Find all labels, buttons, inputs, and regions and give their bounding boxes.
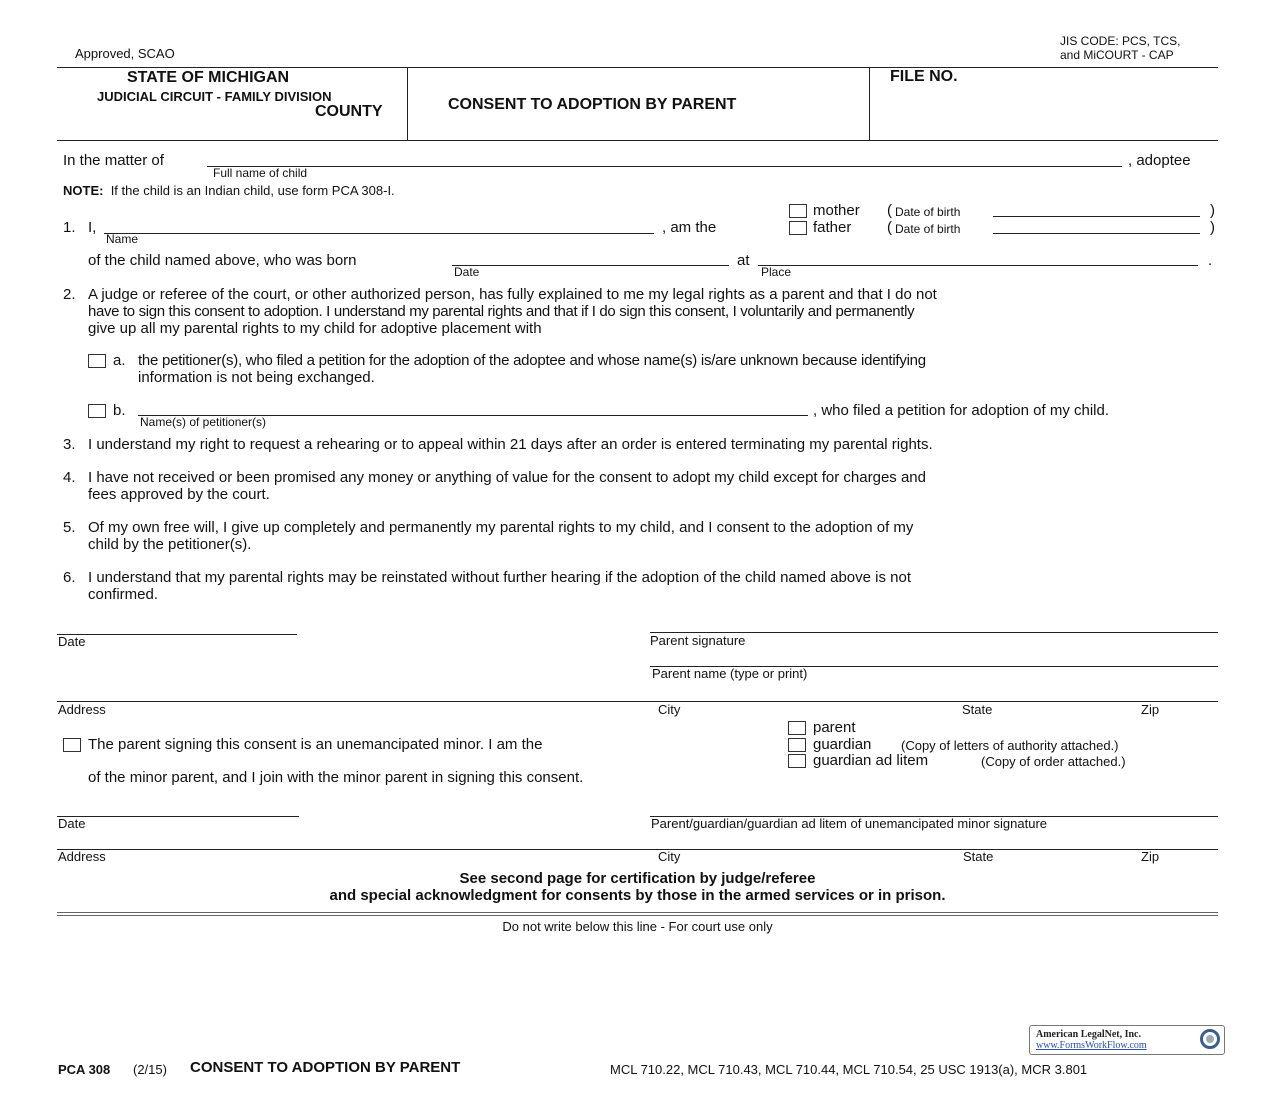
child-name-caption: Full name of child [213, 166, 308, 180]
form-date: (2/15) [133, 1062, 167, 1077]
at-label: at [737, 252, 750, 269]
form-title: CONSENT TO ADOPTION BY PARENT [448, 96, 737, 113]
mother-dob-field[interactable] [993, 216, 1200, 217]
mother-label: mother [813, 202, 860, 219]
mother-dob-close: ) [1210, 202, 1215, 219]
father-dob-label: Date of birth [895, 222, 961, 236]
petitioner-names-caption: Name(s) of petitioner(s) [140, 415, 267, 429]
birth-date-field[interactable] [452, 265, 729, 266]
address-label: Address [58, 702, 106, 717]
mother-dob-open: ( [887, 202, 892, 219]
file-number-label: FILE NO. [890, 68, 958, 85]
state-label: State [962, 702, 993, 717]
address-field[interactable] [57, 701, 1218, 702]
state-of-michigan: STATE OF MICHIGAN [127, 69, 290, 86]
option-a-text: the petitioner(s), who filed a petition for the adoption of the adoptee and whose name(s) is/are unknown because identifying information is not being exchanged. [138, 352, 926, 386]
adoptee-suffix: , adoptee [1128, 152, 1191, 169]
role-gal-note: (Copy of order attached.) [981, 754, 1126, 769]
item5-number: 5. [63, 519, 76, 536]
item4-number: 4. [63, 469, 76, 486]
am-the: , am the [662, 219, 717, 236]
jis-code: JIS CODE: PCS, TCS, and MiCOURT - CAP [1060, 34, 1181, 62]
role-gal-checkbox[interactable] [788, 754, 806, 768]
minor-address-field[interactable] [57, 849, 1218, 850]
parent-name-field[interactable] [104, 233, 654, 234]
role-parent-label: parent [813, 719, 856, 736]
father-checkbox[interactable] [789, 221, 807, 235]
zip-label: Zip [1141, 702, 1160, 717]
minor-zip-label: Zip [1141, 849, 1160, 864]
court-use-only: Do not write below this line - For court use only [502, 919, 773, 934]
minor-line2: of the minor parent, and I join with the minor parent in signing this consent. [88, 769, 584, 786]
item6-text: I understand that my parental rights may be reinstated without further hearing if the adoption of the child named above is not confirmed. [88, 569, 911, 603]
item3-text: I understand my right to request a rehearing or to appeal within 21 days after an order is entered terminating my parental rights. [88, 436, 933, 453]
parent-printed-name-label: Parent name (type or print) [652, 666, 808, 681]
item2-number: 2. [63, 286, 76, 303]
father-dob-field[interactable] [993, 233, 1200, 234]
header-top-rule [57, 67, 1218, 68]
father-label: father [813, 219, 852, 236]
minor-date-label: Date [58, 816, 86, 831]
child-name-field[interactable] [207, 166, 1122, 167]
option-b-suffix: , who filed a petition for adoption of my child. [813, 402, 1110, 419]
form-code: PCA 308 [58, 1062, 111, 1077]
item5-text: Of my own free will, I give up completely and permanently my parental rights to my child, and I consent to the adoption of my child by the petitioner(s). [88, 519, 914, 553]
american-legalnet-logo[interactable] [1029, 1025, 1225, 1055]
role-guardian-note: (Copy of letters of authority attached.) [901, 738, 1119, 753]
header-divider-left [407, 67, 408, 140]
court-name: JUDICIAL CIRCUIT - FAMILY DIVISION [97, 89, 332, 104]
second-page-notice: See second page for certification by judge/referee and special acknowledgment for consents by those in the armed services or in prison. [329, 870, 946, 904]
parent-name-caption: Name [106, 232, 139, 246]
city-label: City [658, 702, 681, 717]
option-a-label: a. [113, 352, 126, 369]
born-text: of the child named above, who was born [88, 252, 357, 269]
globe-icon [1200, 1029, 1220, 1049]
role-gal-label: guardian ad litem [813, 752, 929, 769]
birth-place-field[interactable] [758, 265, 1198, 266]
item1-number: 1. [63, 219, 76, 236]
logo-url[interactable]: www.FormsWorkFlow.com [1036, 1040, 1147, 1051]
minor-state-label: State [963, 849, 994, 864]
county-label: COUNTY [315, 103, 383, 120]
option-a-checkbox[interactable] [88, 354, 106, 368]
birth-place-caption: Place [761, 265, 792, 279]
father-dob-open: ( [887, 219, 892, 236]
approved-scao: Approved, SCAO [75, 46, 175, 61]
logo-company-name: American LegalNet, Inc. [1036, 1029, 1141, 1040]
mother-checkbox[interactable] [789, 204, 807, 218]
role-parent-checkbox[interactable] [788, 721, 806, 735]
minor-city-label: City [658, 849, 681, 864]
minor-address-label: Address [58, 849, 106, 864]
sign-date-label: Date [58, 634, 86, 649]
court-use-rule-top [57, 912, 1218, 913]
header-divider-right [869, 67, 870, 140]
matter-label: In the matter of [63, 152, 164, 169]
mother-dob-label: Date of birth [895, 205, 961, 219]
court-use-rule-bottom [57, 915, 1218, 916]
option-b-checkbox[interactable] [88, 404, 106, 418]
item4-text: I have not received or been promised any money or anything of value for the consent to adopt my child except for charges and fees approved by the court. [88, 469, 926, 503]
sign-date-field[interactable] [57, 634, 297, 635]
role-guardian-label: guardian [813, 736, 872, 753]
header-bottom-rule [57, 140, 1218, 141]
item6-number: 6. [63, 569, 76, 586]
born-period: . [1208, 252, 1213, 269]
minor-line1: The parent signing this consent is an unemancipated minor. I am the [88, 736, 543, 753]
minor-signature-label: Parent/guardian/guardian ad litem of unemancipated minor signature [651, 816, 1048, 831]
option-b-label: b. [113, 402, 126, 419]
item2-text: A judge or referee of the court, or other authorized person, has fully explained to me my legal rights as a parent and that I do not have to sign this consent to adoption. I understand my parental rights and that if I do sign this consent, I voluntarily and permanently give up all my parental rights to my child for adoptive placement with [88, 286, 937, 337]
father-dob-close: ) [1210, 219, 1215, 236]
statutes: MCL 710.22, MCL 710.43, MCL 710.44, MCL 710.54, 25 USC 1913(a), MCR 3.801 [610, 1062, 1088, 1077]
minor-date-field[interactable] [57, 816, 299, 817]
minor-parent-checkbox[interactable] [63, 738, 81, 752]
parent-signature-label: Parent signature [650, 633, 746, 648]
footer-form-title: CONSENT TO ADOPTION BY PARENT [190, 1059, 461, 1076]
item1-prefix: I, [88, 219, 97, 236]
role-guardian-checkbox[interactable] [788, 738, 806, 752]
note: NOTE: If the child is an Indian child, use form PCA 308-I. [63, 183, 395, 198]
item3-number: 3. [63, 436, 76, 453]
birth-date-caption: Date [454, 265, 480, 279]
